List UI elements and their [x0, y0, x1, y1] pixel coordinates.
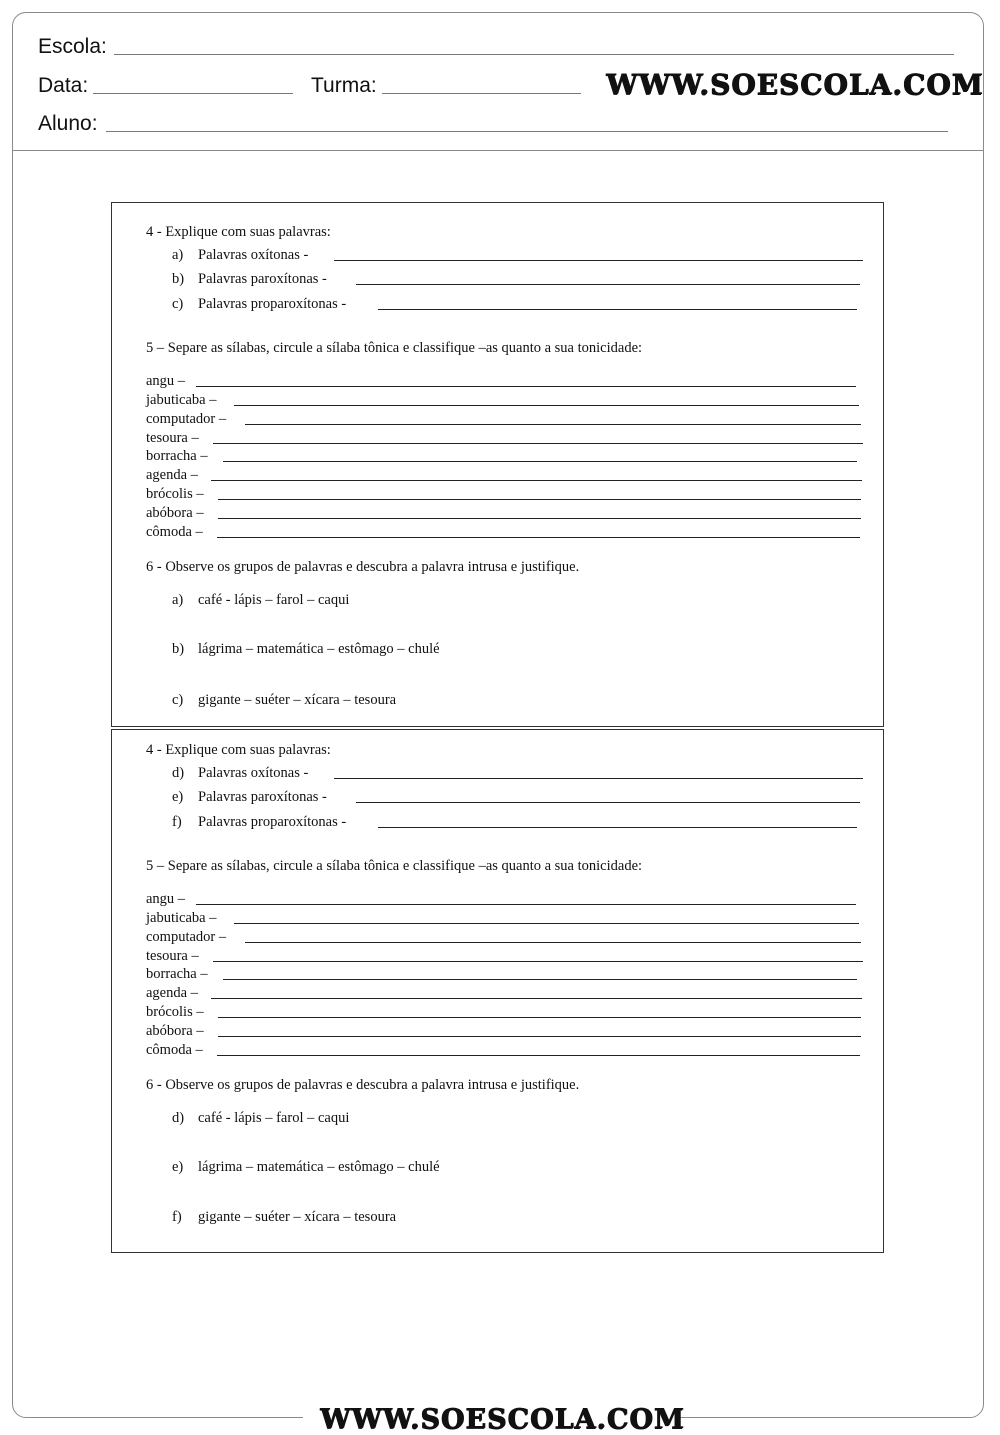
- answer-line[interactable]: [217, 537, 860, 538]
- q6-item-marker: f): [172, 1209, 182, 1225]
- answer-line[interactable]: [211, 998, 862, 999]
- exercise-box-1: [111, 202, 884, 727]
- answer-line[interactable]: [234, 923, 859, 924]
- answer-line[interactable]: [217, 1055, 860, 1056]
- answer-line[interactable]: [334, 778, 863, 779]
- answer-line[interactable]: [218, 1036, 861, 1037]
- q4-item-marker: f): [172, 814, 182, 830]
- word-label: jabuticaba –: [146, 910, 217, 926]
- header-divider: [12, 150, 984, 151]
- answer-line[interactable]: [334, 260, 863, 261]
- data-field[interactable]: [93, 93, 293, 94]
- q6-item-marker: b): [172, 641, 185, 657]
- word-label: borracha –: [146, 448, 208, 464]
- q4-item-marker: d): [172, 765, 185, 781]
- q4-item-text: Palavras proparoxítonas -: [198, 814, 347, 830]
- footer-logo: WWW.SOESCOLA.COM: [320, 1404, 685, 1435]
- q5-title: 5 – Separe as sílabas, circule a sílaba tônica e classifique –as quanto a sua tonicidade:: [146, 340, 643, 356]
- answer-line[interactable]: [213, 443, 863, 444]
- answer-line[interactable]: [234, 405, 859, 406]
- answer-line[interactable]: [245, 424, 861, 425]
- turma-label: Turma:: [311, 74, 377, 97]
- answer-line[interactable]: [196, 904, 856, 905]
- q4-item-text: Palavras oxítonas -: [198, 765, 309, 781]
- word-label: cômoda –: [146, 524, 203, 540]
- word-label: computador –: [146, 929, 227, 945]
- word-label: agenda –: [146, 985, 198, 1001]
- q6-item-text: lágrima – matemática – estômago – chulé: [198, 641, 440, 657]
- q4-item-marker: b): [172, 271, 185, 287]
- answer-line[interactable]: [378, 827, 857, 828]
- answer-line[interactable]: [213, 961, 863, 962]
- aluno-field[interactable]: [106, 131, 948, 132]
- word-label: borracha –: [146, 966, 208, 982]
- turma-field[interactable]: [382, 93, 581, 94]
- word-label: abóbora –: [146, 1023, 204, 1039]
- q4-item-text: Palavras oxítonas -: [198, 247, 309, 263]
- q4-title: 4 - Explique com suas palavras:: [146, 742, 331, 758]
- q6-item-text: gigante – suéter – xícara – tesoura: [198, 692, 397, 708]
- word-label: brócolis –: [146, 1004, 204, 1020]
- word-label: abóbora –: [146, 505, 204, 521]
- q6-item-text: café - lápis – farol – caqui: [198, 592, 350, 608]
- answer-line[interactable]: [223, 979, 857, 980]
- answer-line[interactable]: [223, 461, 857, 462]
- escola-field[interactable]: [114, 54, 954, 55]
- q6-item-marker: e): [172, 1159, 184, 1175]
- q4-item-marker: c): [172, 296, 184, 312]
- answer-line[interactable]: [378, 309, 857, 310]
- q6-item-marker: a): [172, 592, 184, 608]
- answer-line[interactable]: [196, 386, 856, 387]
- q6-item-marker: d): [172, 1110, 185, 1126]
- word-label: tesoura –: [146, 430, 199, 446]
- q4-item-text: Palavras proparoxítonas -: [198, 296, 347, 312]
- word-label: angu –: [146, 891, 186, 907]
- q6-title: 6 - Observe os grupos de palavras e descubra a palavra intrusa e justifique.: [146, 1077, 580, 1093]
- q6-item-marker: c): [172, 692, 184, 708]
- q4-item-marker: e): [172, 789, 184, 805]
- q6-item-text: lágrima – matemática – estômago – chulé: [198, 1159, 440, 1175]
- q4-item-text: Palavras paroxítonas -: [198, 789, 327, 805]
- q4-title: 4 - Explique com suas palavras:: [146, 224, 331, 240]
- data-label: Data:: [38, 74, 89, 97]
- q4-item-text: Palavras paroxítonas -: [198, 271, 327, 287]
- answer-line[interactable]: [356, 284, 860, 285]
- escola-label: Escola:: [38, 35, 107, 58]
- answer-line[interactable]: [245, 942, 861, 943]
- q6-item-text: café - lápis – farol – caqui: [198, 1110, 350, 1126]
- word-label: tesoura –: [146, 948, 199, 964]
- answer-line[interactable]: [356, 802, 860, 803]
- aluno-label: Aluno:: [38, 112, 98, 135]
- q4-item-marker: a): [172, 247, 184, 263]
- word-label: brócolis –: [146, 486, 204, 502]
- answer-line[interactable]: [218, 1017, 861, 1018]
- header-logo: WWW.SOESCOLA.COM: [606, 68, 984, 101]
- exercise-box-2: [111, 729, 884, 1253]
- answer-line[interactable]: [218, 518, 861, 519]
- word-label: cômoda –: [146, 1042, 203, 1058]
- q6-title: 6 - Observe os grupos de palavras e descubra a palavra intrusa e justifique.: [146, 559, 580, 575]
- q5-title: 5 – Separe as sílabas, circule a sílaba tônica e classifique –as quanto a sua tonicidade:: [146, 858, 643, 874]
- answer-line[interactable]: [211, 480, 862, 481]
- word-label: angu –: [146, 373, 186, 389]
- answer-line[interactable]: [218, 499, 861, 500]
- word-label: agenda –: [146, 467, 198, 483]
- q6-item-text: gigante – suéter – xícara – tesoura: [198, 1209, 397, 1225]
- word-label: jabuticaba –: [146, 392, 217, 408]
- word-label: computador –: [146, 411, 227, 427]
